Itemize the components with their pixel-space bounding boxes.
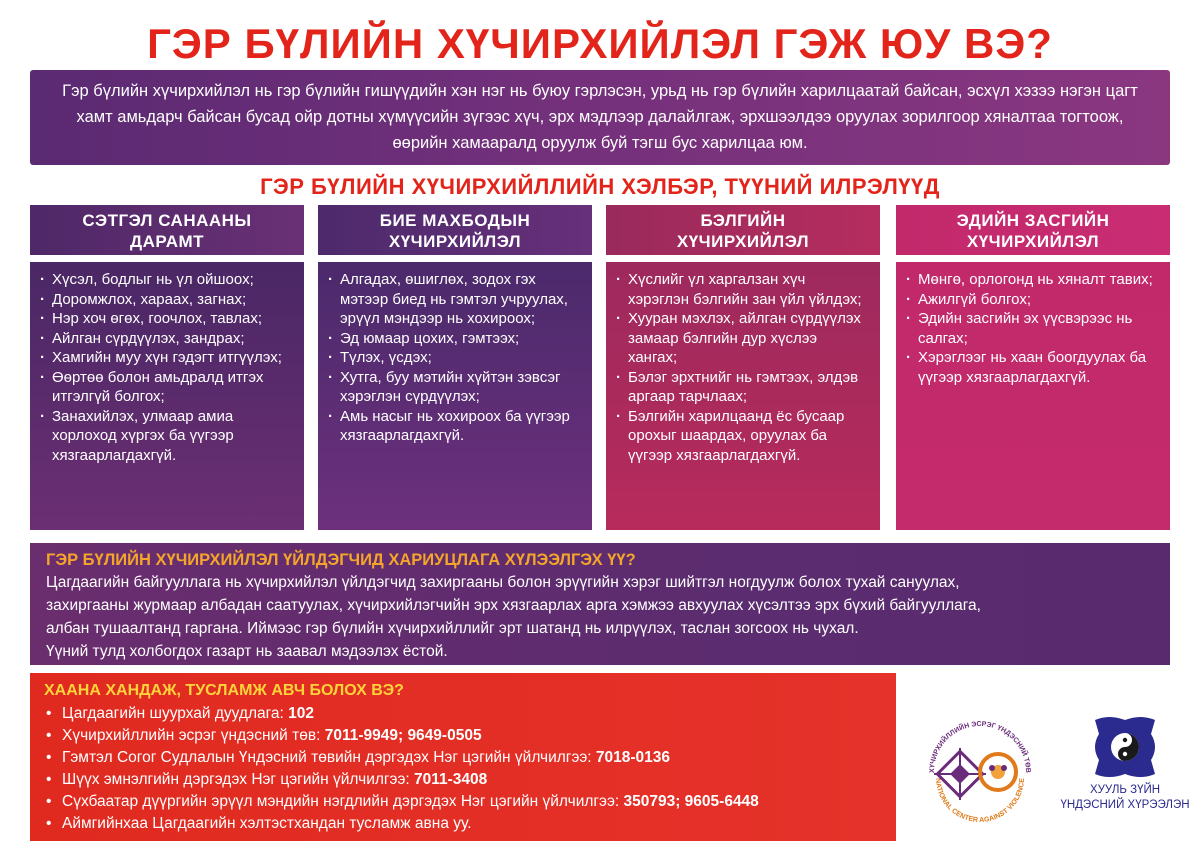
- list-item: · Айлган сүрдүүлэх, зандрах;: [40, 329, 294, 349]
- form-heading-line: СЭТГЭЛ САНААНЫ: [82, 211, 252, 230]
- help-item-label: Цагдаагийн шуурхай дуудлага:: [62, 705, 289, 722]
- list-item: · Хүсэл, бодлыг нь үл ойшоох;: [40, 270, 294, 290]
- form-body-sexual: [606, 262, 880, 530]
- nca-logo-icon: [912, 712, 1048, 822]
- help-item-number: 102: [288, 705, 315, 722]
- definition-box: [30, 70, 1170, 165]
- form-heading-physical: [318, 205, 592, 255]
- help-item: [44, 703, 882, 725]
- help-item-number: 7011-9949; 9649-0505: [324, 727, 482, 744]
- help-item: [44, 813, 882, 835]
- help-item-number: 350793; 9605-6448: [623, 793, 759, 810]
- help-box: [30, 673, 896, 841]
- help-item-number: 7018-0136: [595, 749, 671, 766]
- responsibility-line: захиргааны журмаар албадан саатуулах, хүчирхийлэгчийн эрх хязгаарлах арга хэмжээ авхуулах хүсэлтээ эрх бүхий байгууллага,: [46, 597, 981, 614]
- list-item: · Амь насыг нь хохироох ба үүгээр хязгаарлагдахгүй.: [328, 407, 582, 446]
- help-item: [44, 769, 882, 791]
- form-heading-line: ХҮЧИРХИЙЛЭЛ: [676, 232, 810, 251]
- responsibility-line: Цагдаагийн байгууллага нь хүчирхийлэл үйлдэгчид захиргааны болон эрүүгийн хэрэг шийтгэл ногдуулж болох тухай сануулах,: [46, 574, 960, 591]
- form-heading-psychological: [30, 205, 304, 255]
- form-heading-line: БЭЛГИЙН: [700, 211, 786, 230]
- form-heading-line: ЭДИЙН ЗАСГИЙН: [956, 211, 1110, 230]
- list-item: · Өөртөө болон амьдралд итгэх итгэлгүй болгох;: [40, 368, 294, 407]
- list-item: · Хутга, буу мэтийн хүйтэн зэвсэг хэрэглэн сүрдүүлэх;: [328, 368, 582, 407]
- help-item: [44, 791, 882, 813]
- list-item: · Занахийлэх, улмаар амиа хорлоход хүргэх ба үүгээр хязгаарлагдахгүй.: [40, 407, 294, 466]
- help-item-label: Аймгийнхаа Цагдаагийн хэлтэстхандан тусламж авна уу.: [62, 815, 472, 832]
- help-item-label: Шүүх эмнэлгийн дэргэдэх Нэг цэгийн үйлчилгээ:: [62, 771, 414, 788]
- svg-text:ХҮЧИРХИЙЛЛИЙН ЭСРЭГ ҮНДЭСНИЙ Т: ХҮЧИРХИЙЛЛИЙН ЭСРЭГ ҮНДЭСНИЙ ТӨВ: [928, 720, 1032, 774]
- form-heading-line: ДАРАМТ: [129, 232, 205, 251]
- list-item: · Эдийн засгийн эх үүсвэрээс нь салгах;: [906, 309, 1160, 348]
- forms-title: ГЭР БҮЛИЙН ХҮЧИРХИЙЛЛИЙН ХЭЛБЭР, ТҮҮНИЙ ИЛРЭЛҮҮД: [260, 174, 940, 199]
- help-heading: ХААНА ХАНДАЖ, ТУСЛАМЖ АВЧ БОЛОХ ВЭ?: [44, 682, 404, 699]
- list-item: · Түлэх, үсдэх;: [328, 348, 582, 368]
- list-item: · Хэрэглээг нь хаан боогдуулах ба үүгээр хязгаарлагдахгүй.: [906, 348, 1160, 387]
- help-item-number: 7011-3408: [413, 771, 488, 788]
- form-heading-line: БИЕ МАХБОДЫН: [379, 211, 531, 230]
- form-heading-economic: [896, 205, 1170, 255]
- responsibility-heading: ГЭР БҮЛИЙН ХҮЧИРХИЙЛЭЛ ҮЙЛДЭГЧИД ХАРИУЦЛАГА ХҮЛЭЭЛГЭХ ҮҮ?: [46, 551, 636, 569]
- responsibility-line: Үүний тулд холбогдох газарт нь заавал мэдээлэх ёстой.: [46, 643, 448, 660]
- form-body-psychological: [30, 262, 304, 530]
- list-item: · Мөнгө, орлогонд нь хяналт тавих;: [906, 270, 1160, 290]
- form-heading-sexual: [606, 205, 880, 255]
- law-institute-label: [1060, 783, 1190, 813]
- list-item: · Эд юмаар цохих, гэмтээх;: [328, 329, 582, 349]
- law-institute-line: ҮНДЭСНИЙ ХҮРЭЭЛЭН: [1060, 799, 1190, 811]
- responsibility-box: [30, 543, 1170, 665]
- list-item: · Алгадах, өшиглөх, зодох гэх мэтээр биед нь гэмтэл учруулах, эрүүл мэндээр нь хохироох;: [328, 270, 582, 329]
- list-item: · Хууран мэхлэх, айлган сүрдүүлэх замаар бэлгийн дур хүслээ хангах;: [616, 309, 870, 368]
- responsibility-line: албан тушаалтанд гаргана. Иймээс гэр бүлийн хүчирхийллийг эрт шатанд нь илрүүлэх, таслан зогсоох нь чухал.: [46, 620, 859, 637]
- definition-text: Гэр бүлийн хүчирхийлэл нь гэр бүлийн гишүүдийн хэн нэг нь буюу гэрлэсэн, урьд нь гэр бүлийн харилцаатай байсан, эсхүл хэзээ нэгэн цагт хамт амьдарч байсан бусад ойр дотны хүмүүсийн зүгээс хүч, эрх мэдлээр далайлгаж, эрхшээлдээ оруулах зорилгоор хяналтаа тогтоож, өөрийн хамааралд оруулж буй тэгш бус харилцаа юм.: [62, 82, 1138, 152]
- list-item: · Ажилгүй болгох;: [906, 290, 1160, 310]
- form-heading-line: ХҮЧИРХИЙЛЭЛ: [966, 232, 1100, 251]
- help-item: [44, 747, 882, 769]
- law-institute-logo-icon: [1085, 712, 1165, 782]
- svg-text:NATIONAL CENTER AGAINST VIOLEN: NATIONAL CENTER AGAINST VIOLENCE: [933, 777, 1027, 822]
- list-item: · Нэр хоч өгөх, гоочлох, тавлах;: [40, 309, 294, 329]
- list-item: · Хүслийг үл харгалзан хүч хэрэглэн бэлгийн зан үйл үйлдэх;: [616, 270, 870, 309]
- help-item-label: Хүчирхийллийн эсрэг үндэсний төв:: [62, 727, 325, 744]
- help-item-label: Сүхбаатар дүүргийн эрүүл мэндийн нэгдлийн дэргэдэх Нэг цэгийн үйлчилгээ:: [62, 793, 624, 810]
- page-title: ГЭР БҮЛИЙН ХҮЧИРХИЙЛЭЛ ГЭЖ ЮУ ВЭ?: [147, 20, 1053, 67]
- list-item: · Бэлгийн харилцаанд ёс бусаар орохыг шаардах, оруулах ба үүгээр хязгаарлагдахгүй.: [616, 407, 870, 466]
- help-item: [44, 725, 882, 747]
- form-heading-line: ХҮЧИРХИЙЛЭЛ: [388, 232, 522, 251]
- list-item: · Доромжлох, хараах, загнах;: [40, 290, 294, 310]
- form-body-economic: [896, 262, 1170, 530]
- help-item-label: Гэмтэл Согог Судлалын Үндэсний төвийн дэргэдэх Нэг цэгийн үйлчилгээ:: [62, 749, 596, 766]
- law-institute-line: ХУУЛЬ ЗҮЙН: [1089, 784, 1161, 796]
- list-item: · Хамгийн муу хүн гэдэгт итгүүлэх;: [40, 348, 294, 368]
- list-item: · Бэлэг эрхтнийг нь гэмтээх, элдэв аргаар тарчлаах;: [616, 368, 870, 407]
- form-body-physical: [318, 262, 592, 530]
